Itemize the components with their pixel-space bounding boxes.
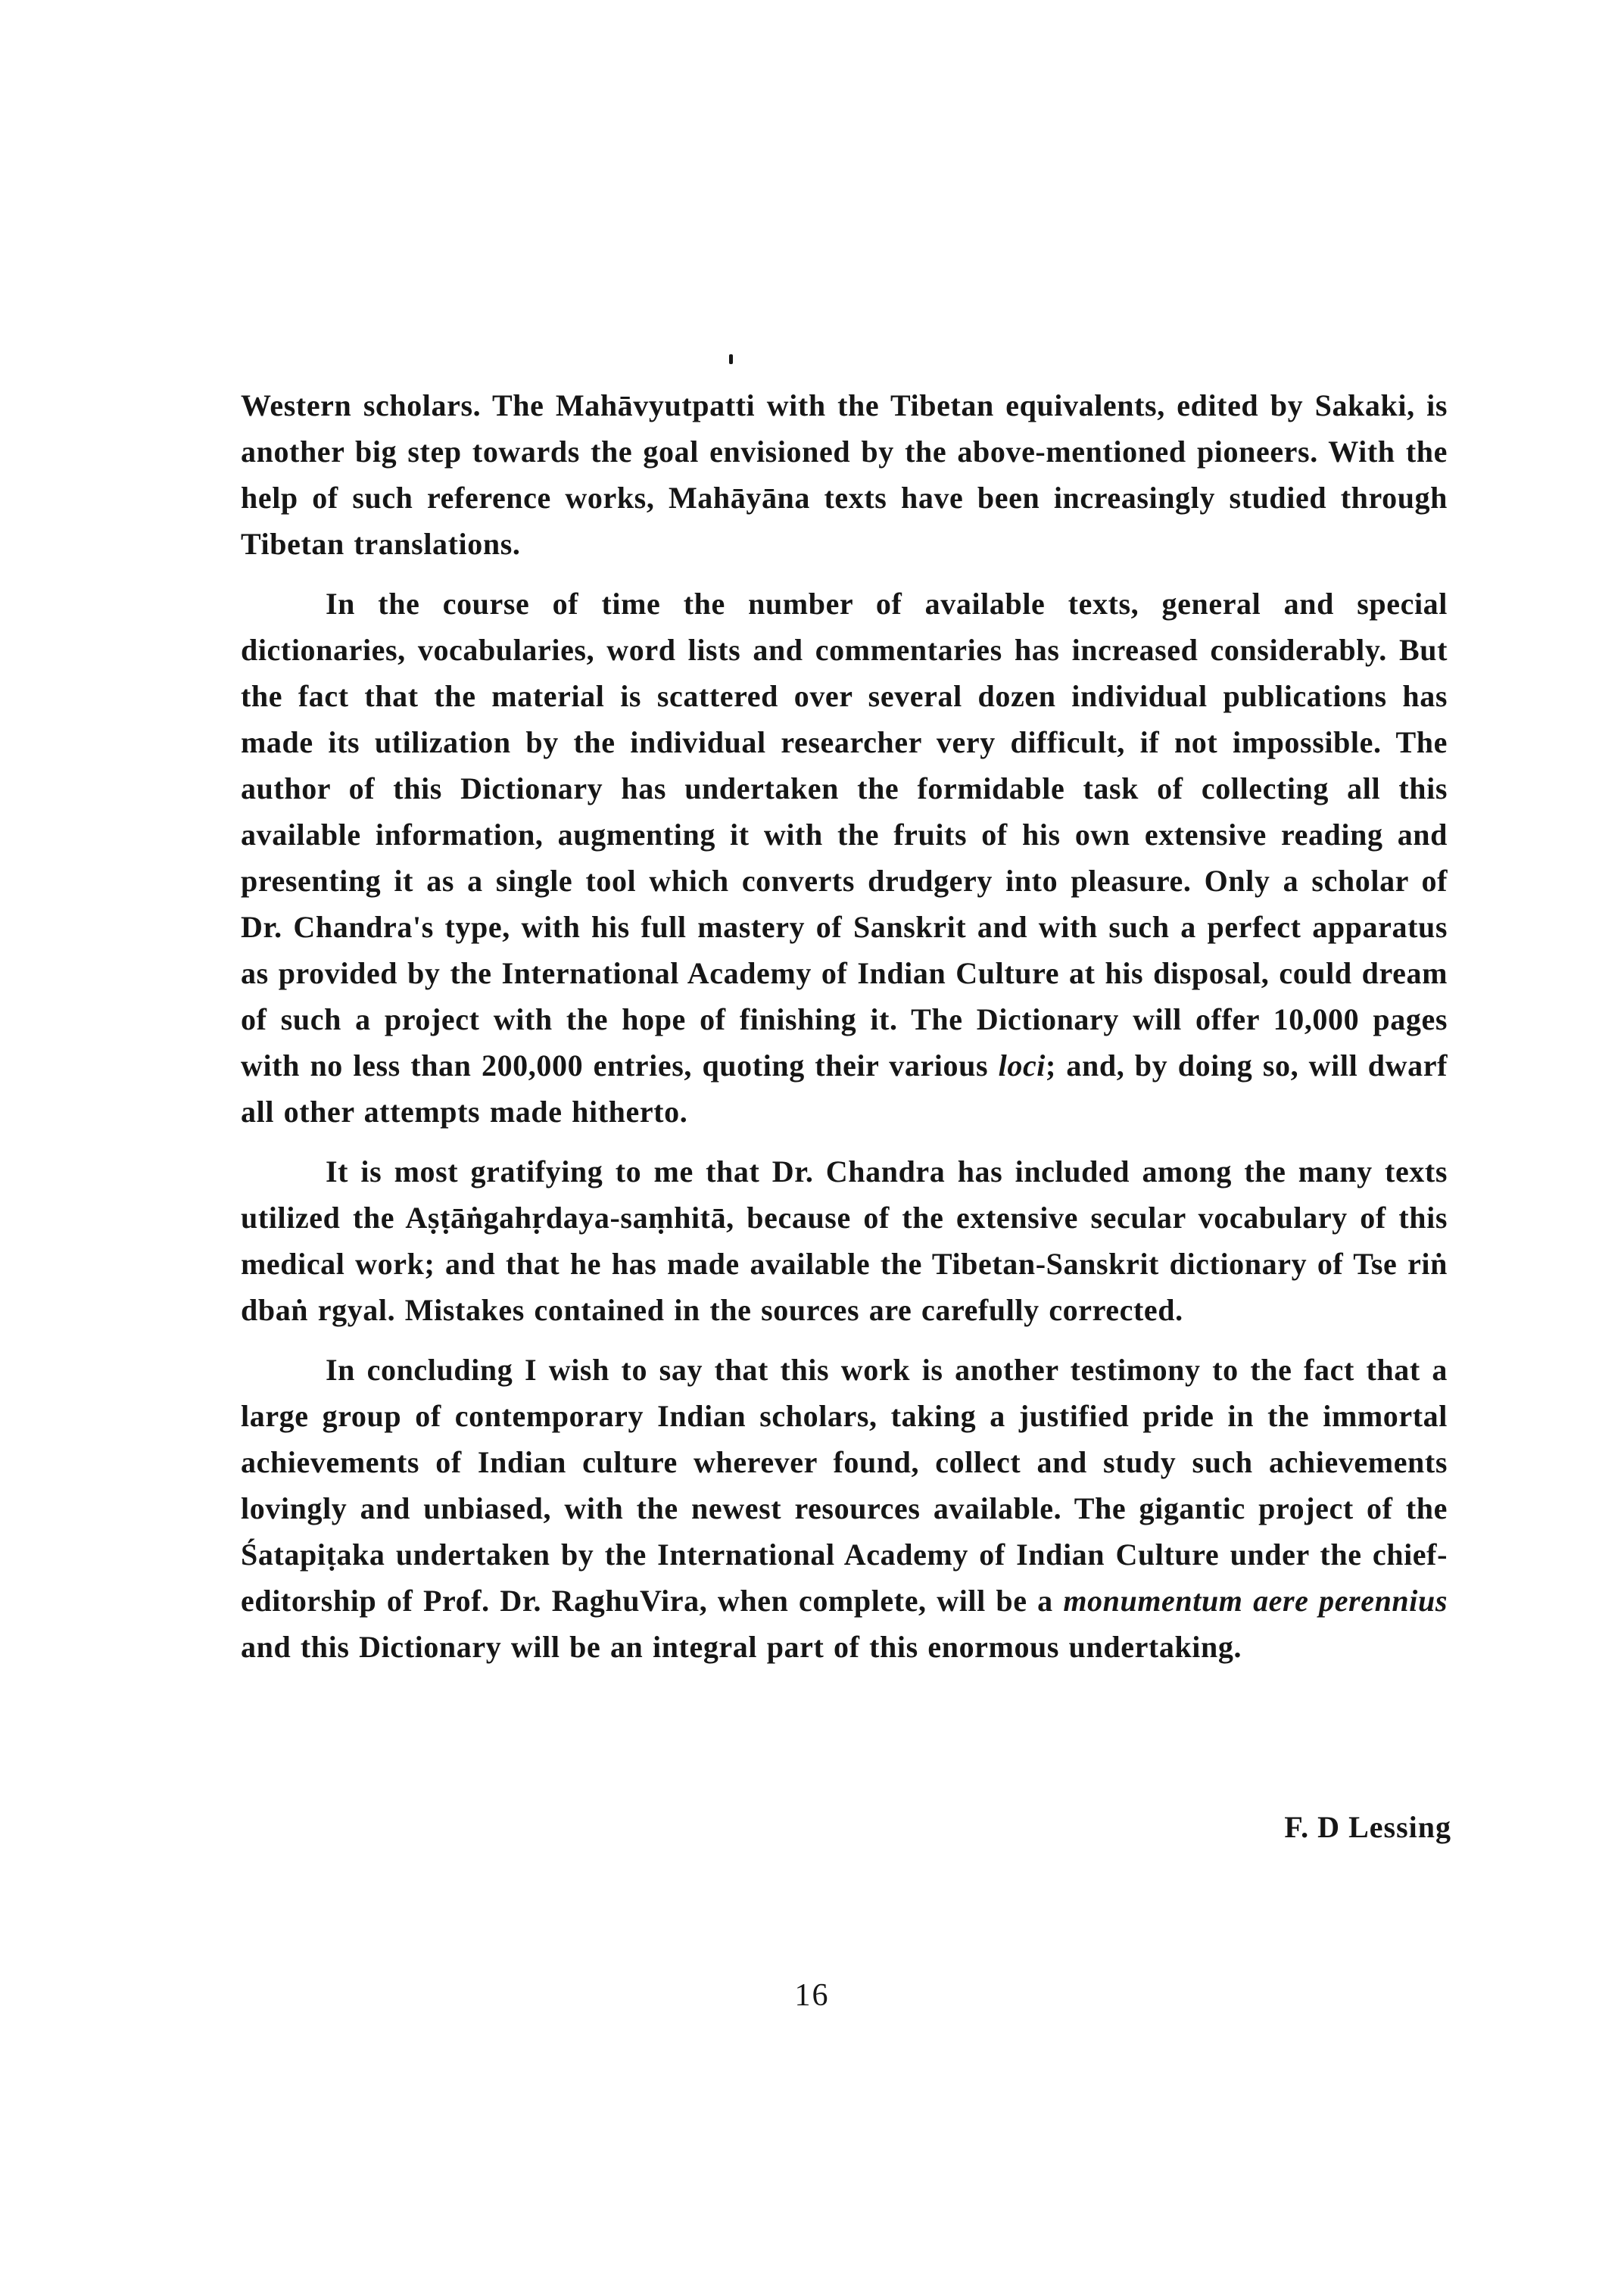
author-signature: F. D Lessing [1284,1810,1451,1844]
paragraph-4-text: In concluding I wish to say that this work is another testimony to the fact that a large group of contemporary Indian scholars, taking a justified pride in the immortal achievements of Indian culture wherever found, collect and study such achievements lovingly and unbiased, with the newest resources available. The gigantic project of the Śatapiṭaka undertaken by the International Academy of Indian Culture under the chief-editorship of Prof. Dr. RaghuVira, when complete, will be a [241,1353,1448,1618]
paragraph-2-italic: loci [998,1048,1046,1083]
body-text [241,382,1448,1684]
stray-ink-mark [729,354,733,364]
paragraph-3 [241,1148,1448,1333]
paragraph-1 [241,382,1448,567]
paragraph-4-text-end: and this Dictionary will be an integral part of this enormous undertaking. [241,1630,1242,1664]
page-number: 16 [794,1978,830,2013]
paragraph-4-italic: monumentum aere perennius [1063,1584,1448,1618]
paragraph-2-text: In the course of time the number of available texts, general and special dictionaries, vocabularies, word lists and commentaries has increased considerably. But the fact that the material is scattered over several dozen individual publications has made its utilization by the individual researcher very difficult, if not impossible. The author of this Dictionary has undertaken the formidable task of collecting all this available information, augmenting it with the fruits of his own extensive reading and presenting it as a single tool which converts drudgery into pleasure. Only a scholar of Dr. Chandra's type, with his full mastery of Sanskrit and with such a perfect apparatus as provided by the International Academy of Indian Culture at his disposal, could dream of such a project with the hope of finishing it. The Dictionary will offer 10,000 pages with no less than 200,000 entries, quoting their various [241,587,1448,1083]
paragraph-4 [241,1347,1448,1670]
paragraph-1-text: Western scholars. The Mahāvyutpatti with the Tibetan equivalents, edited by Sakaki, is another big step towards the goal envisioned by the above-mentioned pioneers. With the help of such reference works, Mahāyāna texts have been increasingly studied through Tibetan translations. [241,388,1448,561]
paragraph-2 [241,581,1448,1135]
paragraph-3-text: It is most gratifying to me that Dr. Chandra has included among the many texts utilized the Aṣṭāṅgahṛdaya-saṃhitā, because of the extensive secular vocabulary of this medical work; and that he has made available the Tibetan-Sanskrit dictionary of Tse riṅ dbaṅ rgyal. Mistakes contained in the sources are carefully corrected. [241,1154,1448,1327]
paragraph-2-text-end: ; and, by doing so, will dwarf all other attempts made hitherto. [241,1048,1448,1129]
